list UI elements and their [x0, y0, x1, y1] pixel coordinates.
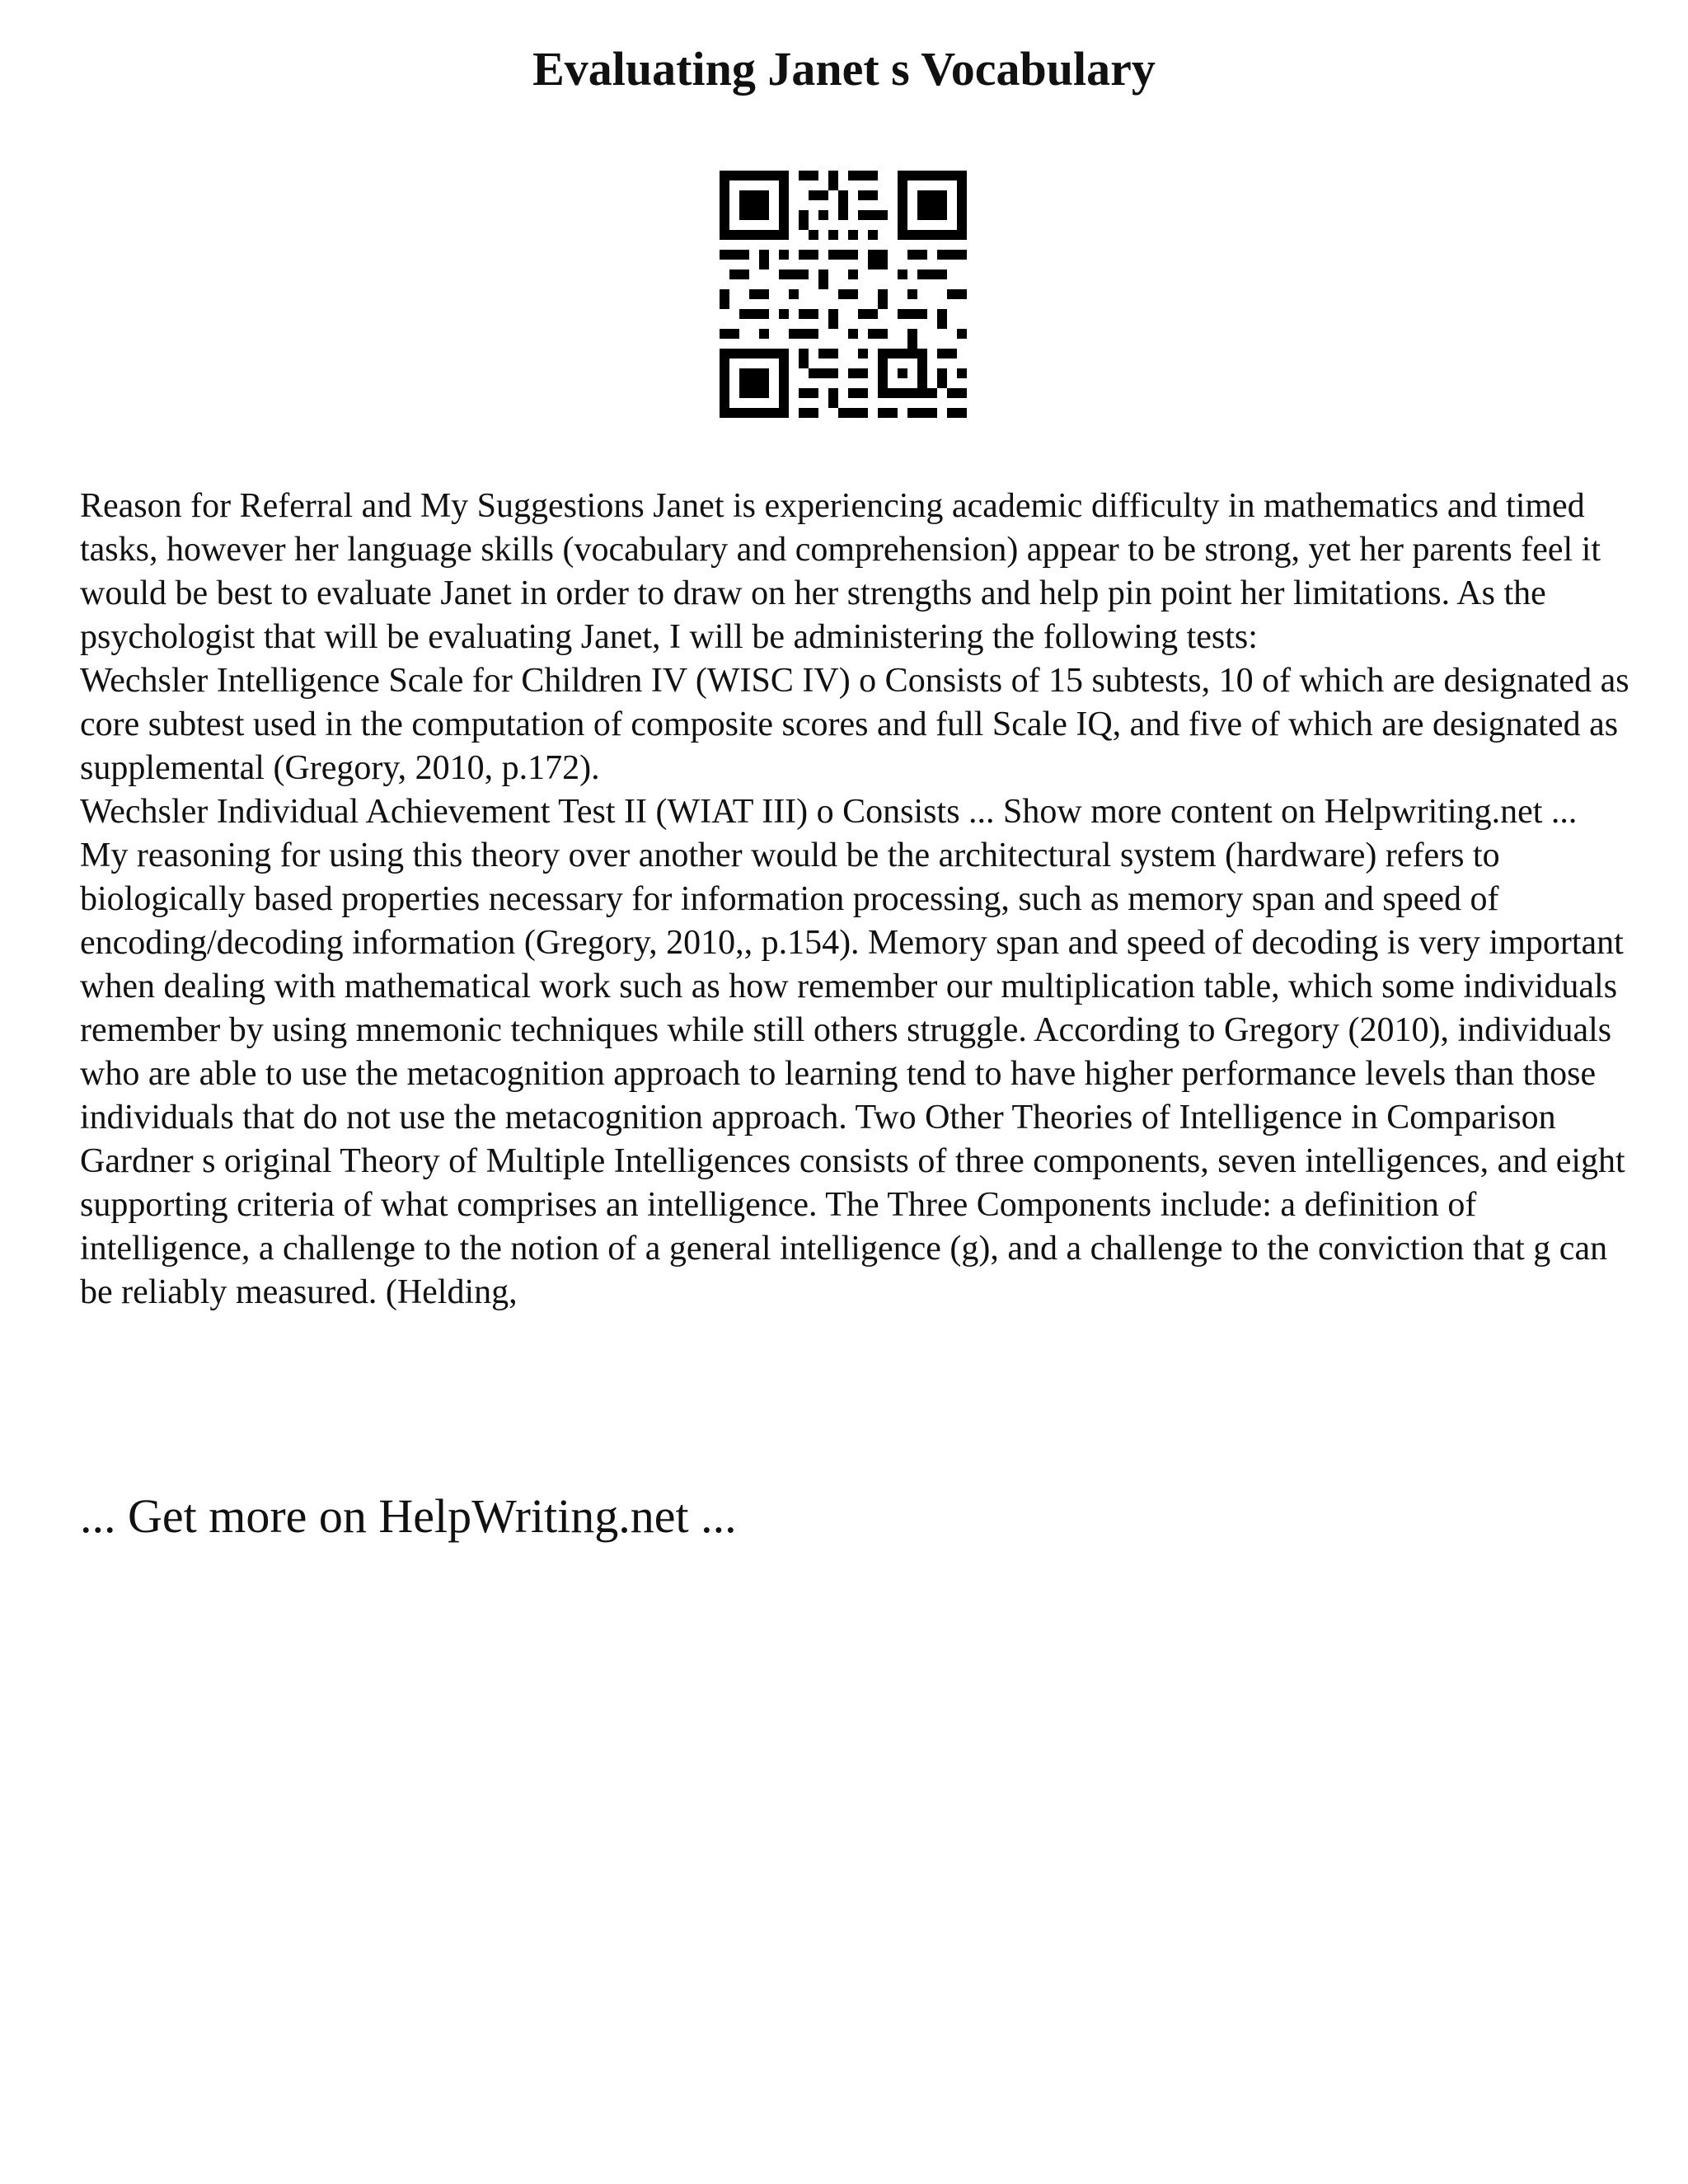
- paragraph-reasoning: My reasoning for using this theory over another would be the architectural system (hardware) refers to biologically based properties necessary for information processing, such as memory span and speed of encoding/decoding information (Gregory, 2010,, p.154). Memory span and speed of decoding is very important when dealing with mathematical work such as how remember our multiplication table, which some individuals remember by using mnemonic techniques while still others struggle. According to Gregory (2010), individuals who are able to use the metacognition approach to learning tend to have higher performance levels than those individuals that do not use the metacognition approach. Two Other Theories of Intelligence in Comparison Gardner s original Theory of Multiple Intelligences consists of three components, seven intelligences, and eight supporting criteria of what comprises an intelligence. The Three Components include: a definition of intelligence, a challenge to the notion of a general intelligence (g), and a challenge to the conviction that g can be reliably measured. (Helding,: [80, 837, 1625, 1311]
- document-title: Evaluating Janet s Vocabulary: [532, 42, 1156, 96]
- qr-code-icon: [720, 171, 967, 418]
- paragraph-wisc: Wechsler Intelligence Scale for Children IV (WISC IV) o Consists of 15 subtests, 10 of which are designated as core subtest used in the computation of composite scores and full Scale IQ, and five of which are designated as supplemental (Gregory, 2010, p.172).: [80, 662, 1629, 787]
- paragraph-wiat: Wechsler Individual Achievement Test II (WIAT III) o Consists ... Show more content on Helpwriting.net ...: [80, 793, 1578, 831]
- document-body: [80, 485, 1629, 1315]
- paragraph-referral: Reason for Referral and My Suggestions Janet is experiencing academic difficulty in mathematics and timed tasks, however her language skills (vocabulary and comprehension) appear to be strong, yet her parents feel it would be best to evaluate Janet in order to draw on her strengths and help pin point her limitations. As the psychologist that will be evaluating Janet, I will be administering the following tests:: [80, 487, 1601, 656]
- get-more-link[interactable]: ... Get more on HelpWriting.net ...: [80, 1489, 737, 1543]
